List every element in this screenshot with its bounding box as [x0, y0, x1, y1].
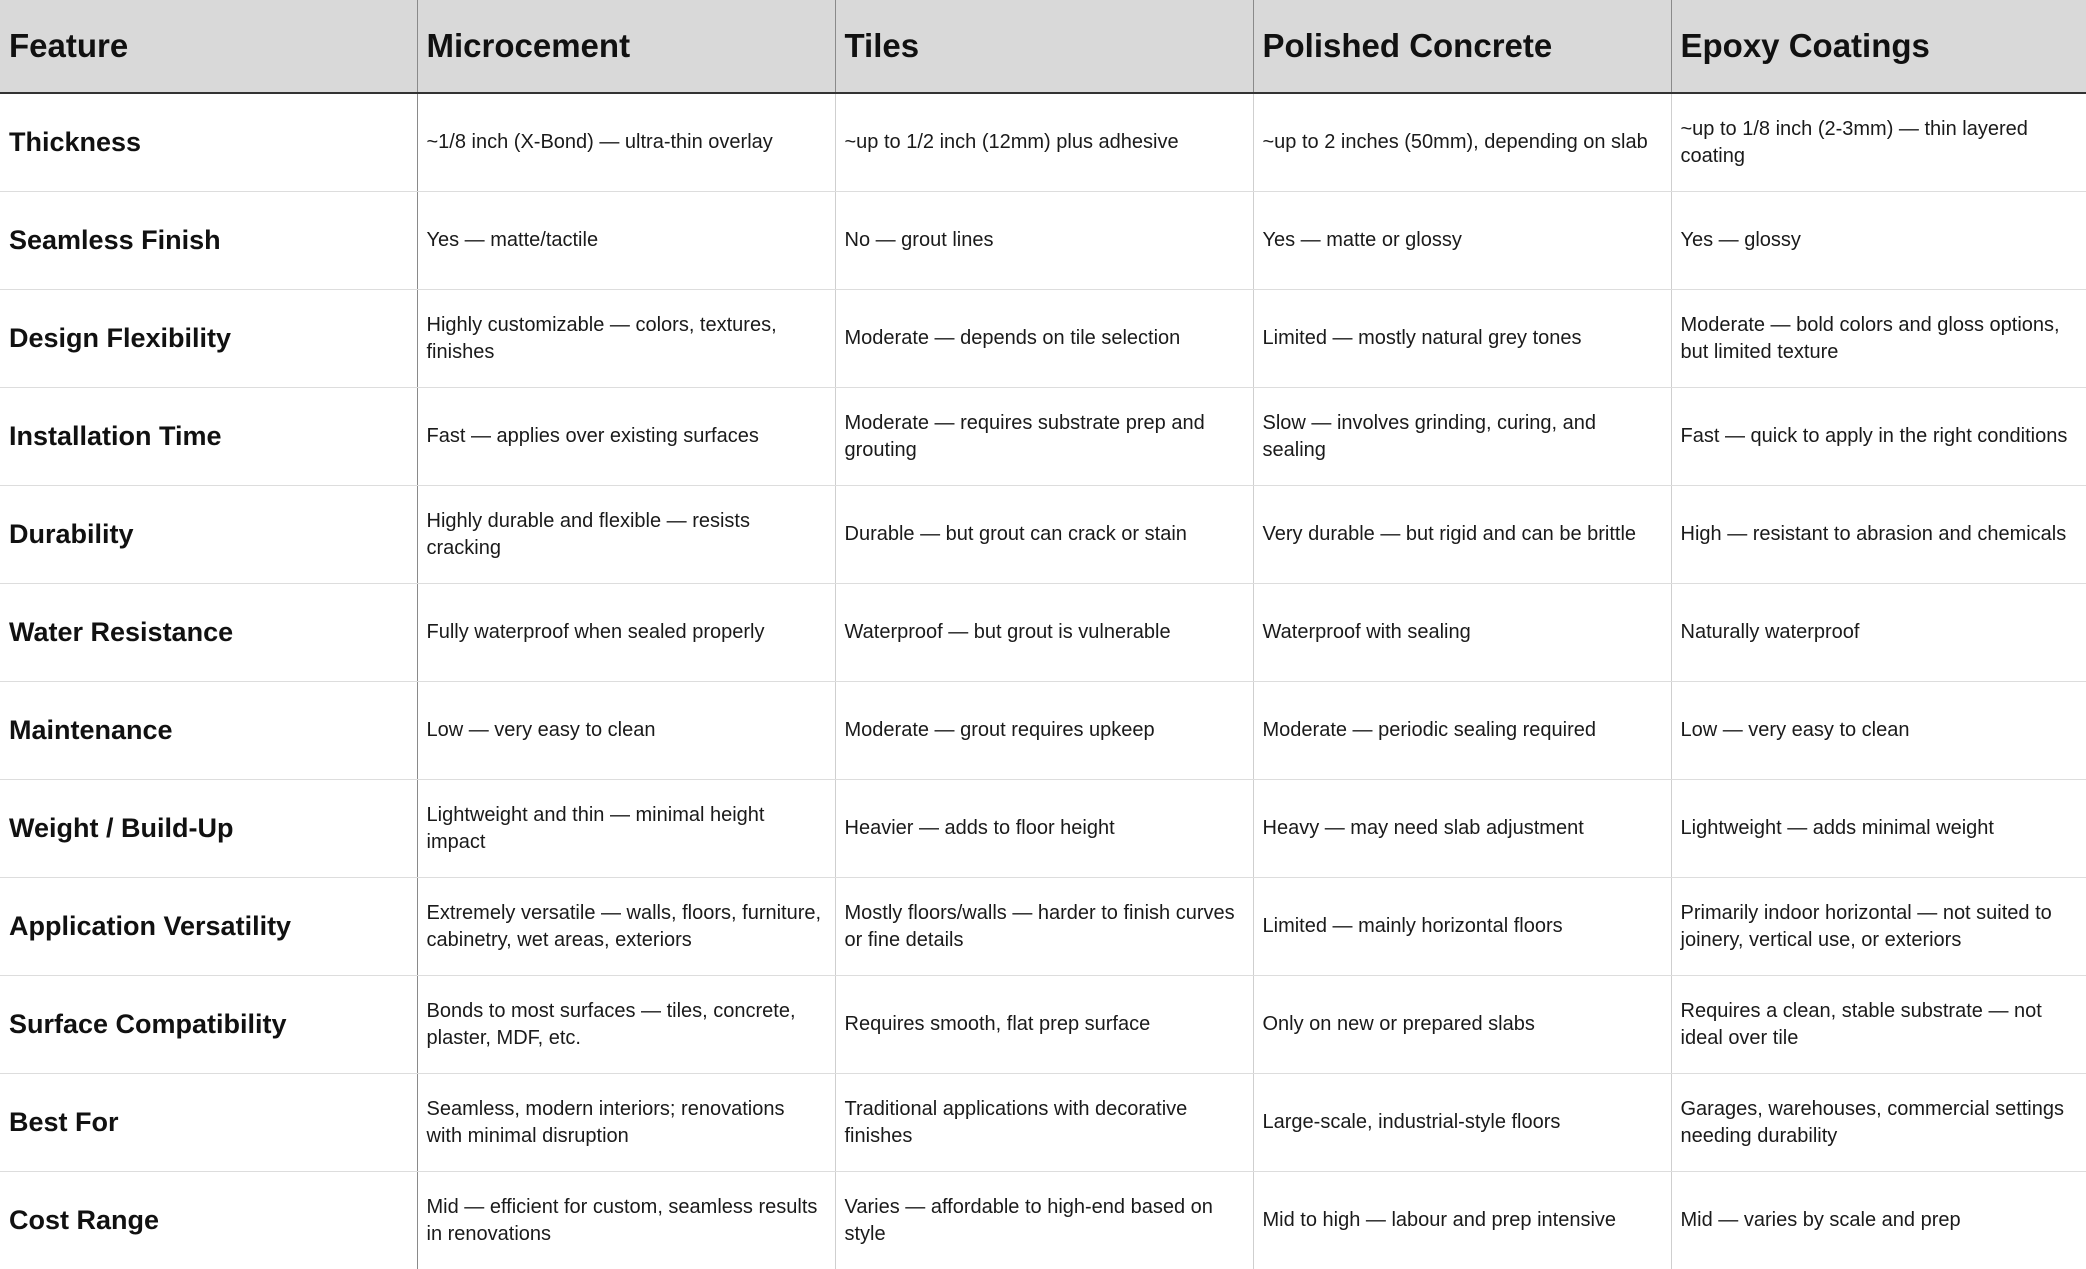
table-cell: Requires a clean, stable substrate — not ideal over tile: [1671, 976, 2086, 1074]
table-cell: ~up to 2 inches (50mm), depending on slab: [1253, 93, 1671, 192]
table-cell: Mid to high — labour and prep intensive: [1253, 1172, 1671, 1269]
table-row: [0, 682, 2086, 780]
table-cell: Slow — involves grinding, curing, and sealing: [1253, 388, 1671, 486]
table-row: [0, 290, 2086, 388]
table-cell: Mid — varies by scale and prep: [1671, 1172, 2086, 1269]
feature-label: Maintenance: [0, 682, 417, 780]
table-cell: Lightweight — adds minimal weight: [1671, 780, 2086, 878]
table-cell: Durable — but grout can crack or stain: [835, 486, 1253, 584]
table-cell: Moderate — periodic sealing required: [1253, 682, 1671, 780]
table-row: [0, 486, 2086, 584]
table-cell: Highly durable and flexible — resists cracking: [417, 486, 835, 584]
table-header: [0, 0, 2086, 93]
feature-label: Durability: [0, 486, 417, 584]
table-row: [0, 1172, 2086, 1269]
table-cell: ~1/8 inch (X-Bond) — ultra-thin overlay: [417, 93, 835, 192]
table-cell: Waterproof — but grout is vulnerable: [835, 584, 1253, 682]
table-cell: ~up to 1/8 inch (2-3mm) — thin layered coating: [1671, 93, 2086, 192]
table-cell: Fast — applies over existing surfaces: [417, 388, 835, 486]
table-cell: Requires smooth, flat prep surface: [835, 976, 1253, 1074]
table-cell: Yes — matte/tactile: [417, 192, 835, 290]
table-cell: Limited — mainly horizontal floors: [1253, 878, 1671, 976]
table-cell: Low — very easy to clean: [417, 682, 835, 780]
table-cell: Extremely versatile — walls, floors, furniture, cabinetry, wet areas, exteriors: [417, 878, 835, 976]
table-cell: Heavy — may need slab adjustment: [1253, 780, 1671, 878]
feature-label: Cost Range: [0, 1172, 417, 1269]
table-cell: Yes — matte or glossy: [1253, 192, 1671, 290]
header-row: [0, 0, 2086, 93]
table-row: [0, 1074, 2086, 1172]
table-row: [0, 584, 2086, 682]
table-cell: Moderate — requires substrate prep and grouting: [835, 388, 1253, 486]
table-cell: No — grout lines: [835, 192, 1253, 290]
table-cell: Varies — affordable to high-end based on style: [835, 1172, 1253, 1269]
table-cell: ~up to 1/2 inch (12mm) plus adhesive: [835, 93, 1253, 192]
header-microcement: Microcement: [417, 0, 835, 93]
feature-label: Water Resistance: [0, 584, 417, 682]
feature-label: Surface Compatibility: [0, 976, 417, 1074]
table-cell: Highly customizable — colors, textures, finishes: [417, 290, 835, 388]
table-row: [0, 976, 2086, 1074]
table-cell: Naturally waterproof: [1671, 584, 2086, 682]
table-cell: Large-scale, industrial-style floors: [1253, 1074, 1671, 1172]
table-cell: Very durable — but rigid and can be brittle: [1253, 486, 1671, 584]
table-row: [0, 878, 2086, 976]
header-polished-concrete: Polished Concrete: [1253, 0, 1671, 93]
table-cell: Primarily indoor horizontal — not suited to joinery, vertical use, or exteriors: [1671, 878, 2086, 976]
feature-label: Thickness: [0, 93, 417, 192]
table-cell: Lightweight and thin — minimal height impact: [417, 780, 835, 878]
table-cell: Garages, warehouses, commercial settings needing durability: [1671, 1074, 2086, 1172]
table-cell: Traditional applications with decorative finishes: [835, 1074, 1253, 1172]
table-cell: Seamless, modern interiors; renovations with minimal disruption: [417, 1074, 835, 1172]
feature-label: Application Versatility: [0, 878, 417, 976]
table-row: [0, 388, 2086, 486]
table-cell: Fast — quick to apply in the right conditions: [1671, 388, 2086, 486]
header-tiles: Tiles: [835, 0, 1253, 93]
header-feature: Feature: [0, 0, 417, 93]
feature-label: Best For: [0, 1074, 417, 1172]
table-cell: Moderate — grout requires upkeep: [835, 682, 1253, 780]
table-cell: High — resistant to abrasion and chemicals: [1671, 486, 2086, 584]
table-cell: Limited — mostly natural grey tones: [1253, 290, 1671, 388]
table-cell: Waterproof with sealing: [1253, 584, 1671, 682]
table-row: [0, 192, 2086, 290]
feature-label: Installation Time: [0, 388, 417, 486]
table-cell: Heavier — adds to floor height: [835, 780, 1253, 878]
table-row: [0, 780, 2086, 878]
table-cell: Only on new or prepared slabs: [1253, 976, 1671, 1074]
feature-label: Seamless Finish: [0, 192, 417, 290]
table-cell: Bonds to most surfaces — tiles, concrete, plaster, MDF, etc.: [417, 976, 835, 1074]
table-cell: Moderate — bold colors and gloss options, but limited texture: [1671, 290, 2086, 388]
table-cell: Low — very easy to clean: [1671, 682, 2086, 780]
table-cell: Moderate — depends on tile selection: [835, 290, 1253, 388]
feature-label: Weight / Build-Up: [0, 780, 417, 878]
table-body: [0, 93, 2086, 1269]
table-cell: Fully waterproof when sealed properly: [417, 584, 835, 682]
table-row: [0, 93, 2086, 192]
table-cell: Mostly floors/walls — harder to finish curves or fine details: [835, 878, 1253, 976]
feature-label: Design Flexibility: [0, 290, 417, 388]
header-epoxy-coatings: Epoxy Coatings: [1671, 0, 2086, 93]
table-cell: Mid — efficient for custom, seamless results in renovations: [417, 1172, 835, 1269]
table-cell: Yes — glossy: [1671, 192, 2086, 290]
